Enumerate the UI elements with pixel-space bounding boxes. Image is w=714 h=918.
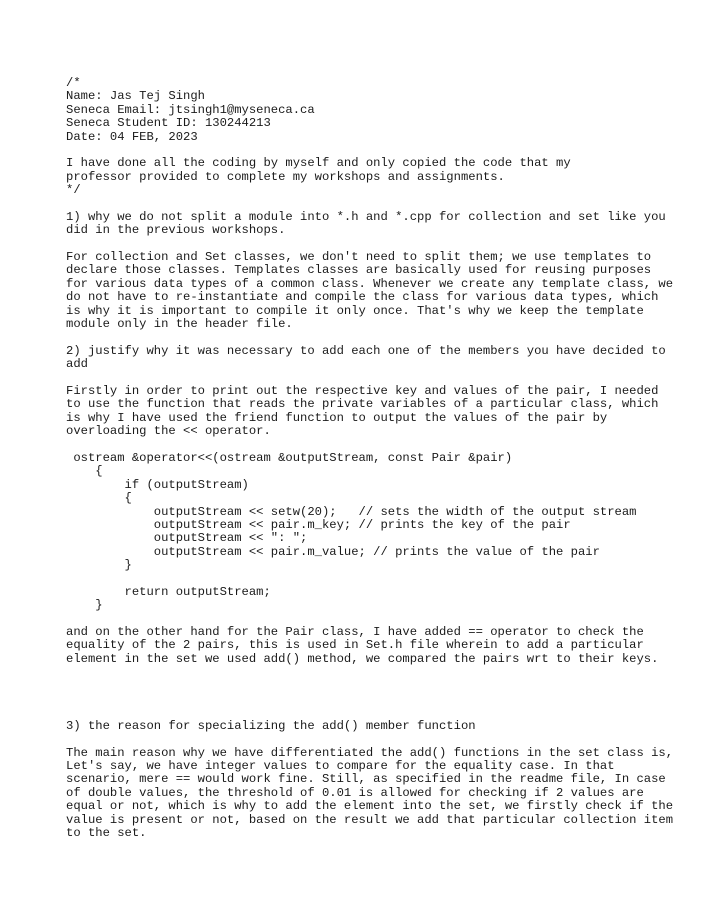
answer-text: element in the set we used add() method, we compared the pairs wrt to their keys. bbox=[66, 651, 659, 666]
answer-3 bbox=[66, 745, 674, 841]
answer-text: is why it is important to compile it only once. That's why we keep the template bbox=[66, 303, 644, 318]
answer-text: For collection and Set classes, we don't need to split them; we use templates to bbox=[66, 250, 652, 265]
answer-text: do not have to re-instantiate and compile the class for various data types, which bbox=[66, 290, 659, 305]
author-name: Name: Jas Tej Singh bbox=[66, 89, 205, 104]
question-text: 3) the reason for specializing the add() member function bbox=[66, 718, 476, 733]
author-email: Seneca Email: jtsingh1@myseneca.ca bbox=[66, 102, 315, 117]
answer-text: to use the function that reads the private variables of a particular class, which bbox=[66, 397, 659, 412]
code-line: { bbox=[66, 464, 103, 479]
answer-2-outro bbox=[66, 626, 666, 666]
code-line: outputStream << setw(20); // sets the width of the output stream bbox=[66, 504, 637, 519]
declaration-line: I have done all the coding by myself and only copied the code that my bbox=[66, 156, 571, 171]
answer-1 bbox=[66, 250, 674, 332]
answer-text: of double values, the threshold of 0.01 is allowed for checking if 2 values are bbox=[66, 785, 644, 800]
comment-close: */ bbox=[66, 183, 81, 198]
answer-text: is why I have used the friend function to output the values of the pair by bbox=[66, 410, 608, 425]
answer-text: equality of the 2 pairs, this is used in Set.h file wherein to add a particular bbox=[66, 638, 644, 653]
question-text: 2) justify why it was necessary to add each one of the members you have decided to bbox=[66, 343, 666, 358]
answer-text: scenario, mere == would work fine. Still, as specified in the readme file, In case bbox=[66, 772, 666, 787]
answer-text: overloading the << operator. bbox=[66, 424, 271, 439]
question-text: did in the previous workshops. bbox=[66, 223, 286, 238]
answer-text: and on the other hand for the Pair class, I have added == operator to check the bbox=[66, 625, 644, 640]
answer-text: declare those classes. Templates classes are basically used for reusing purposes bbox=[66, 263, 652, 278]
answer-text: The main reason why we have differentiated the add() functions in the set class is, bbox=[66, 745, 674, 760]
date: Date: 04 FEB, 2023 bbox=[66, 129, 198, 144]
answer-text: value is present or not, based on the result we add that particular collection item bbox=[66, 812, 674, 827]
question-2 bbox=[66, 345, 666, 372]
question-text: 1) why we do not split a module into *.h and *.cpp for collection and set like you bbox=[66, 209, 666, 224]
answer-2-intro bbox=[66, 385, 666, 439]
question-text: add bbox=[66, 357, 88, 372]
code-line: return outputStream; bbox=[66, 584, 271, 599]
code-line: } bbox=[66, 598, 103, 613]
answer-text: to the set. bbox=[66, 825, 147, 840]
student-id: Seneca Student ID: 130244213 bbox=[66, 116, 271, 131]
answer-text: for various data types of a common class. Whenever we create any template class, we bbox=[66, 276, 674, 291]
code-line: ostream &operator<<(ostream &outputStream, const Pair &pair) bbox=[66, 450, 513, 465]
code-line: outputStream << ": "; bbox=[66, 531, 308, 546]
code-line: } bbox=[66, 558, 132, 573]
code-line: if (outputStream) bbox=[66, 477, 249, 492]
answer-text: Firstly in order to print out the respective key and values of the pair, I needed bbox=[66, 383, 659, 398]
comment-open: /* bbox=[66, 76, 81, 90]
declaration-line: professor provided to complete my workshops and assignments. bbox=[66, 169, 505, 184]
document-page bbox=[66, 76, 674, 840]
answer-text: Let's say, we have integer values to compare for the equality case. In that bbox=[66, 758, 615, 773]
answer-text: equal or not, which is why to add the element into the set, we firstly check if the bbox=[66, 799, 674, 814]
answer-text: module only in the header file. bbox=[66, 317, 293, 332]
header-comment bbox=[66, 77, 666, 198]
question-1 bbox=[66, 211, 666, 238]
code-line: { bbox=[66, 491, 132, 506]
question-3 bbox=[66, 720, 666, 733]
code-snippet bbox=[66, 452, 666, 613]
code-line: outputStream << pair.m_value; // prints the value of the pair bbox=[66, 544, 600, 559]
code-line: outputStream << pair.m_key; // prints the key of the pair bbox=[66, 517, 571, 532]
